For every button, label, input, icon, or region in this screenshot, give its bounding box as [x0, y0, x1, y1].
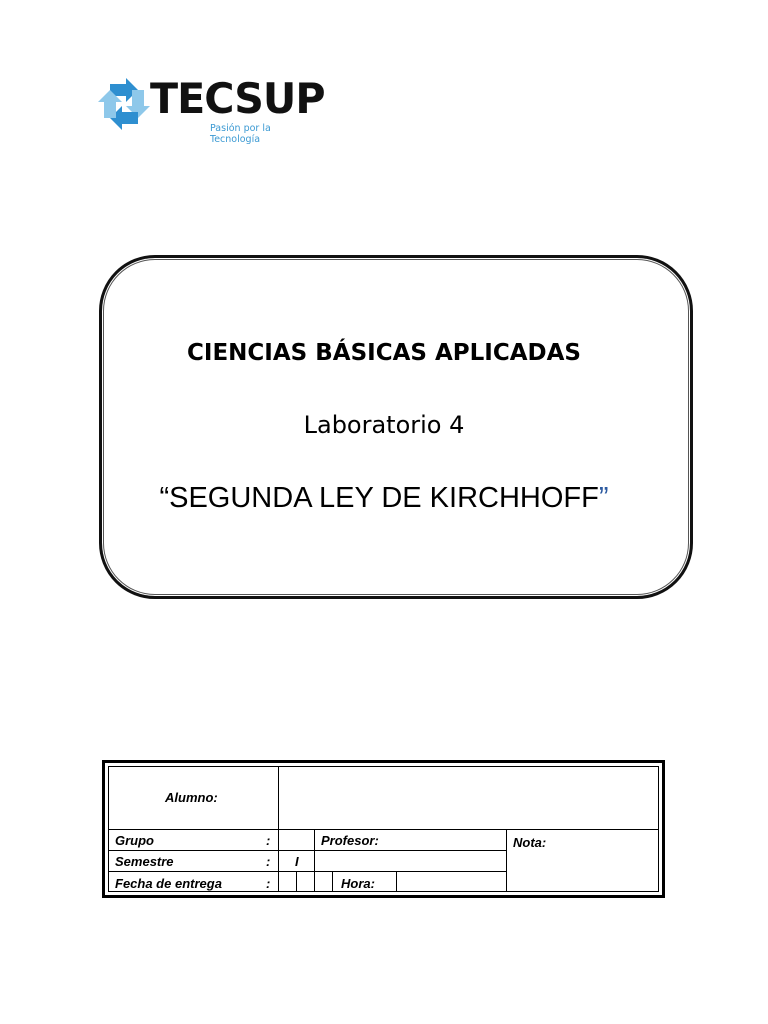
col-divider-value-b [314, 829, 315, 891]
col-divider-value-a [296, 872, 297, 891]
fecha-label: Fecha de entrega [115, 876, 222, 891]
semestre-colon: : [266, 854, 271, 869]
row-divider-grupo [109, 850, 506, 851]
lab-topic-close-quote: ” [598, 482, 609, 514]
tecsup-logo [96, 74, 325, 145]
lab-topic [0, 482, 768, 515]
semestre-label: Semestre [115, 854, 174, 869]
logo-tagline: Pasión por la Tecnología [210, 123, 271, 145]
grupo-colon: : [266, 833, 271, 848]
semestre-value: I [295, 854, 299, 869]
student-info-table [102, 760, 665, 898]
profesor-label: Profesor: [321, 833, 379, 848]
grupo-label: Grupo [115, 833, 154, 848]
col-divider-label [278, 767, 279, 891]
col-divider-value-c [332, 872, 333, 891]
lab-number: Laboratorio 4 [303, 411, 465, 439]
col-divider-nota [506, 829, 507, 891]
col-divider-hora [396, 872, 397, 891]
nota-label: Nota: [513, 835, 547, 850]
logo-wordmark: TECSUP [150, 74, 325, 123]
recycle-arrows-icon [96, 76, 152, 132]
hora-label: Hora: [341, 876, 375, 891]
student-info-inner-border [108, 766, 659, 892]
course-title: CIENCIAS BÁSICAS APLICADAS [187, 340, 581, 366]
row-divider-semestre [109, 871, 506, 872]
alumno-label: Alumno: [165, 790, 218, 805]
fecha-colon: : [266, 876, 271, 891]
row-divider-alumno [109, 829, 658, 830]
lab-topic-text: “SEGUNDA LEY DE KIRCHHOFF [159, 482, 599, 514]
